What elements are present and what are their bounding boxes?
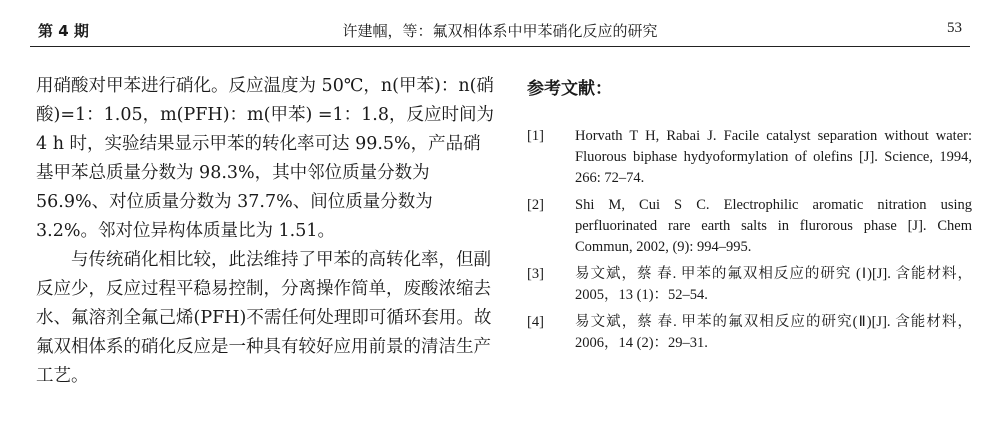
reference-text: Shi M, Cui S C. Electrophilic aromatic nitration using perfluorinated rare earth salts in flurorous phase [J]. Chem Commun, 2002, (9): 994–995. [575,197,972,255]
body-text-column [36,72,496,391]
page-number: 53 [947,20,962,36]
reference-text: Horvath T H, Rabai J. Facile catalyst separation without water: Fluorous biphase hydyoformylation of olefins [J]. Science, 1994, 266: 72–74. [575,128,972,186]
reference-number: [4] [527,314,544,330]
reference-item [527,264,972,306]
reference-number: [3] [527,266,544,282]
page-header [30,0,970,44]
header-rule [30,46,970,47]
reference-number: [2] [527,197,544,213]
reference-item [527,195,972,258]
references-section [527,74,972,360]
reference-text: 易文斌，蔡 春. 甲苯的氟双相反应的研究 (Ⅰ)[J]. 含能材料，2005，13 (1)：52–54. [575,266,972,303]
issue-number: 第 4 期 [38,22,89,40]
reference-list [527,126,972,354]
reference-item [527,126,972,189]
running-title: 许建帼，等：氟双相体系中甲苯硝化反应的研究 [342,22,658,40]
reference-number: [1] [527,128,544,144]
body-paragraph: 与传统硝化相比较，此法维持了甲苯的高转化率，但副反应少，反应过程平稳易控制，分离操作简单，废酸浓缩去水、氟溶剂全氟己烯(PFH)不需任何处理即可循环套用。故氟双相体系的硝化反应是一种具有较好应用前景的清洁生产工艺。 [36,250,492,386]
reference-item [527,312,972,354]
body-paragraph: 用硝酸对甲苯进行硝化。反应温度为 50℃，n(甲苯)：n(硝酸)=1：1.05，m(PFH)：m(甲苯) =1：1.8，反应时间为 4 h 时，实验结果显示甲苯的转化率可达 99.5%，产品硝基甲苯总质量分数为 98.3%，其中邻位质量分数为 56.9%、对位质量分数为 37.7%、间位质量分数为 3.2%。邻对位异构体质量比为 1.51。 [36,76,494,241]
reference-text: 易文斌，蔡 春. 甲苯的氟双相反应的研究(Ⅱ)[J]. 含能材料，2006，14 (2)：29–31. [575,314,972,351]
references-heading: 参考文献： [527,79,612,99]
